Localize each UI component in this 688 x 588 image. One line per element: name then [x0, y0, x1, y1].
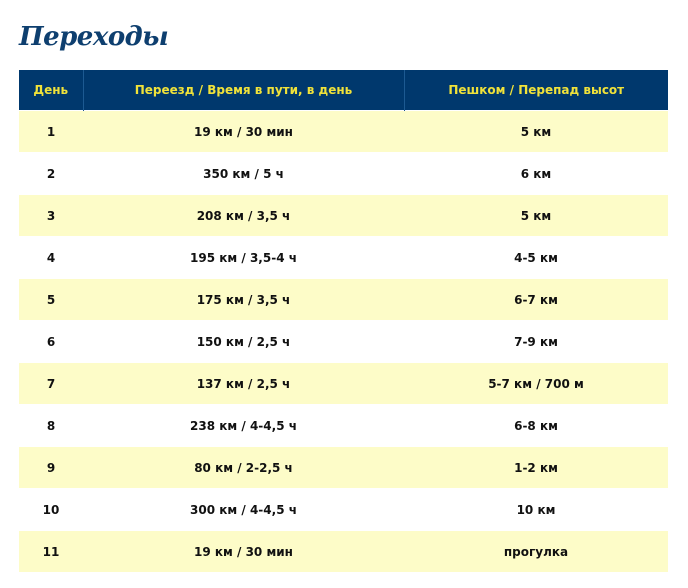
header-drive: Переезд / Время в пути, в день: [83, 70, 404, 111]
cell-drive: 19 км / 30 мин: [83, 531, 404, 573]
cell-day: 6: [19, 321, 83, 363]
cell-drive: 175 км / 3,5 ч: [83, 279, 404, 321]
cell-drive: 300 км / 4-4,5 ч: [83, 489, 404, 531]
cell-walk: 6 км: [404, 153, 668, 195]
cell-walk: 1-2 км: [404, 447, 668, 489]
cell-drive: 80 км / 2-2,5 ч: [83, 447, 404, 489]
table-row: [19, 279, 668, 321]
cell-day: 4: [19, 237, 83, 279]
cell-drive: 208 км / 3,5 ч: [83, 195, 404, 237]
cell-day: 7: [19, 363, 83, 405]
cell-walk: 6-7 км: [404, 279, 668, 321]
cell-day: 1: [19, 111, 83, 153]
cell-walk: 10 км: [404, 489, 668, 531]
routes-table: [19, 70, 668, 572]
cell-walk: 7-9 км: [404, 321, 668, 363]
table-row: [19, 195, 668, 237]
cell-drive: 238 км / 4-4,5 ч: [83, 405, 404, 447]
cell-drive: 150 км / 2,5 ч: [83, 321, 404, 363]
table-row: [19, 237, 668, 279]
cell-drive: 195 км / 3,5-4 ч: [83, 237, 404, 279]
table-header-row: [19, 70, 668, 111]
cell-day: 9: [19, 447, 83, 489]
table-row: [19, 447, 668, 489]
table-row: [19, 489, 668, 531]
header-day: День: [19, 70, 83, 111]
cell-day: 3: [19, 195, 83, 237]
cell-walk: 5 км: [404, 111, 668, 153]
table-row: [19, 153, 668, 195]
cell-day: 10: [19, 489, 83, 531]
cell-walk: 4-5 км: [404, 237, 668, 279]
cell-drive: 137 км / 2,5 ч: [83, 363, 404, 405]
cell-day: 5: [19, 279, 83, 321]
cell-drive: 350 км / 5 ч: [83, 153, 404, 195]
table-row: [19, 321, 668, 363]
cell-walk: 5-7 км / 700 м: [404, 363, 668, 405]
cell-walk: 5 км: [404, 195, 668, 237]
cell-day: 2: [19, 153, 83, 195]
cell-day: 11: [19, 531, 83, 573]
page-title: Переходы: [19, 22, 169, 52]
table-row: [19, 363, 668, 405]
cell-walk: 6-8 км: [404, 405, 668, 447]
header-walk: Пешком / Перепад высот: [404, 70, 668, 111]
table-row: [19, 405, 668, 447]
cell-day: 8: [19, 405, 83, 447]
table-row: [19, 531, 668, 573]
cell-drive: 19 км / 30 мин: [83, 111, 404, 153]
cell-walk: прогулка: [404, 531, 668, 573]
table-row: [19, 111, 668, 153]
